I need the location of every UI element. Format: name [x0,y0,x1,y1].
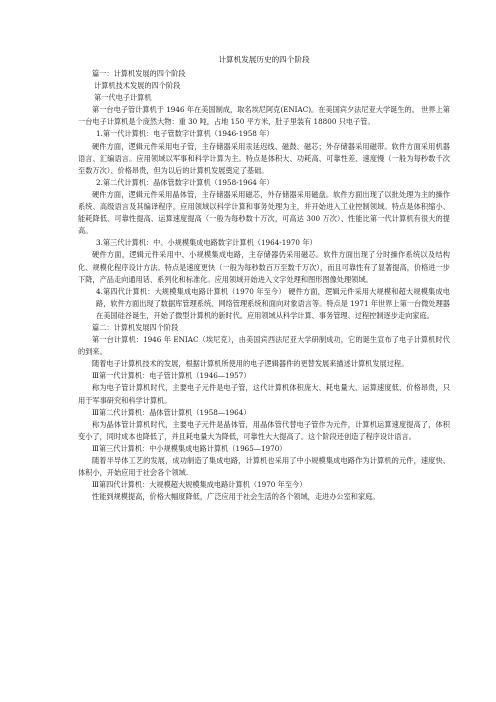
generation-heading: Ⅲ第一代计算机：电子管计算机（1946—1957） [92,371,251,381]
generation-heading: 2.第二代计算机：晶体管数字计算机（1958-1964 年） [96,177,274,187]
section-heading-1: 篇一：计算机发展的四个阶段 [92,69,186,78]
paragraph: 第一台电子管计算机于 1946 年在美国制成，取名埃尼阿克(ENIAC)。在美国宾夕法尼亚大学诞生的。 世界上第一台电子计算机是个庞然大物：重 30 吨，占地 150 平方米，肚子里装有 18800 只电子管。 [78,105,450,127]
subheading: 计算机技术发展的四个阶段 [94,81,181,91]
subheading: 第一代电子计算机 [94,93,152,103]
paragraph: 性能到规模提高，价格大幅度降低，广泛应用于社会生活的各个领域，走进办公室和家庭。 [92,492,380,502]
generation-heading: Ⅲ第四代计算机：大规模超大规模集成电路计算机（1970 年至今） [92,480,307,490]
paragraph: 随着半导体工艺的发展，成功制造了集成电路，计算机也采用了中小规模集成电路作为计算机的元件，速度快、体积小，开始应用于社会各个领域. [78,456,450,478]
paragraph: 称为晶体管计算机时代，主要电子元件是晶体管，用晶体管代替电子管作为元件，计算机运算速度提高了，体积变小了，同时成本也降低了，并且耗电量大为降低，可靠性大大提高了。这个阶段还创造了程序设计语言。 [78,419,450,441]
generation-heading: Ⅲ第二代计算机：晶体管计算机（1958—1964） [92,407,251,417]
paragraph: 硬件方面，逻辑元件采用中、小规模集成电路，主存储器仍采用磁芯。软件方面出现了分时操作系统以及结构化、规模化程序设计方法。特点是速度更快（一般为每秒数百万至数千万次），而且可靠性有了显著提高，价格进一步下降，产品走向通用话、系列化和标准化。应用领域开始进入文字处理和图形图像处理领域。 [78,250,450,284]
section-heading-2: 篇二：计算机发展四个阶段 [92,322,179,332]
paragraph: 称为电子管计算机时代，主要电子元件是电子管，这代计算机体积庞大、耗电量大、运算速度低、价格昂贵，只用于军事研究和科学计算机。 [78,383,450,405]
paragraph: 硬件方面，逻辑元件采用电子管，主存储器采用汞延迟线、磁鼓、磁芯；外存储器采用磁带。软件方面采用机器语言、汇编语言。应用领域以军事和科学计算为主。特点是体积大、功耗高、可靠性差、速度慢（一般为每秒数千次至数万次）、价格昂贵，但为以后的计算机发展奠定了基础。 [78,141,450,175]
document-title: 计算机发展历史的四个阶段 [218,55,310,64]
generation-heading: 4.第四代计算机：大规模集成电路计算机（1970 年至今） 硬件方面，逻辑元件采用大规模和超大规模集成电路，软件方面出现了数据库管理系统、网络管理系统和面向对象语言等。特点是 1971 年世界上第一台微处理器在美国硅谷诞生，开始了微型计算机的新时代。应用领域从科学计算、事务管理、过程控制逐步走向家庭。 [96,286,450,320]
paragraph: 第一台计算机：1946 年 ENIAC（埃尼克），由美国宾西法尼亚大学研制成功，它的诞生宣布了电子计算机时代的到来。 [78,335,450,357]
generation-heading: 3.第三代计算机：中、小规模集成电路数字计算机（1964-1970 年） [96,238,317,248]
paragraph: 硬件方面，逻辑元件采用晶体管，主存储器采用磁芯，外存储器采用磁盘。软件方面出现了以批处理为主的操作系统、高级语言及其编译程序。应用领域以科学计算和事务处理为主，并开始进入工业控制领域。特点是体积缩小、能耗降低、可靠性提高、运算速度提高（一般为每秒数十万次，可高达 300 万次）、性能比第一代计算机有很大的提高。 [78,189,450,236]
generation-heading: 1.第一代计算机：电子管数字计算机（1946-1958 年） [96,129,274,139]
generation-heading: Ⅲ第三代计算机：中小规模集成电路计算机（1965—1970） [92,443,287,453]
paragraph: 随着电子计算机技术的发展，根据计算机所使用的电子逻辑器件的更替发展来描述计算机发展过程。 [92,359,409,369]
